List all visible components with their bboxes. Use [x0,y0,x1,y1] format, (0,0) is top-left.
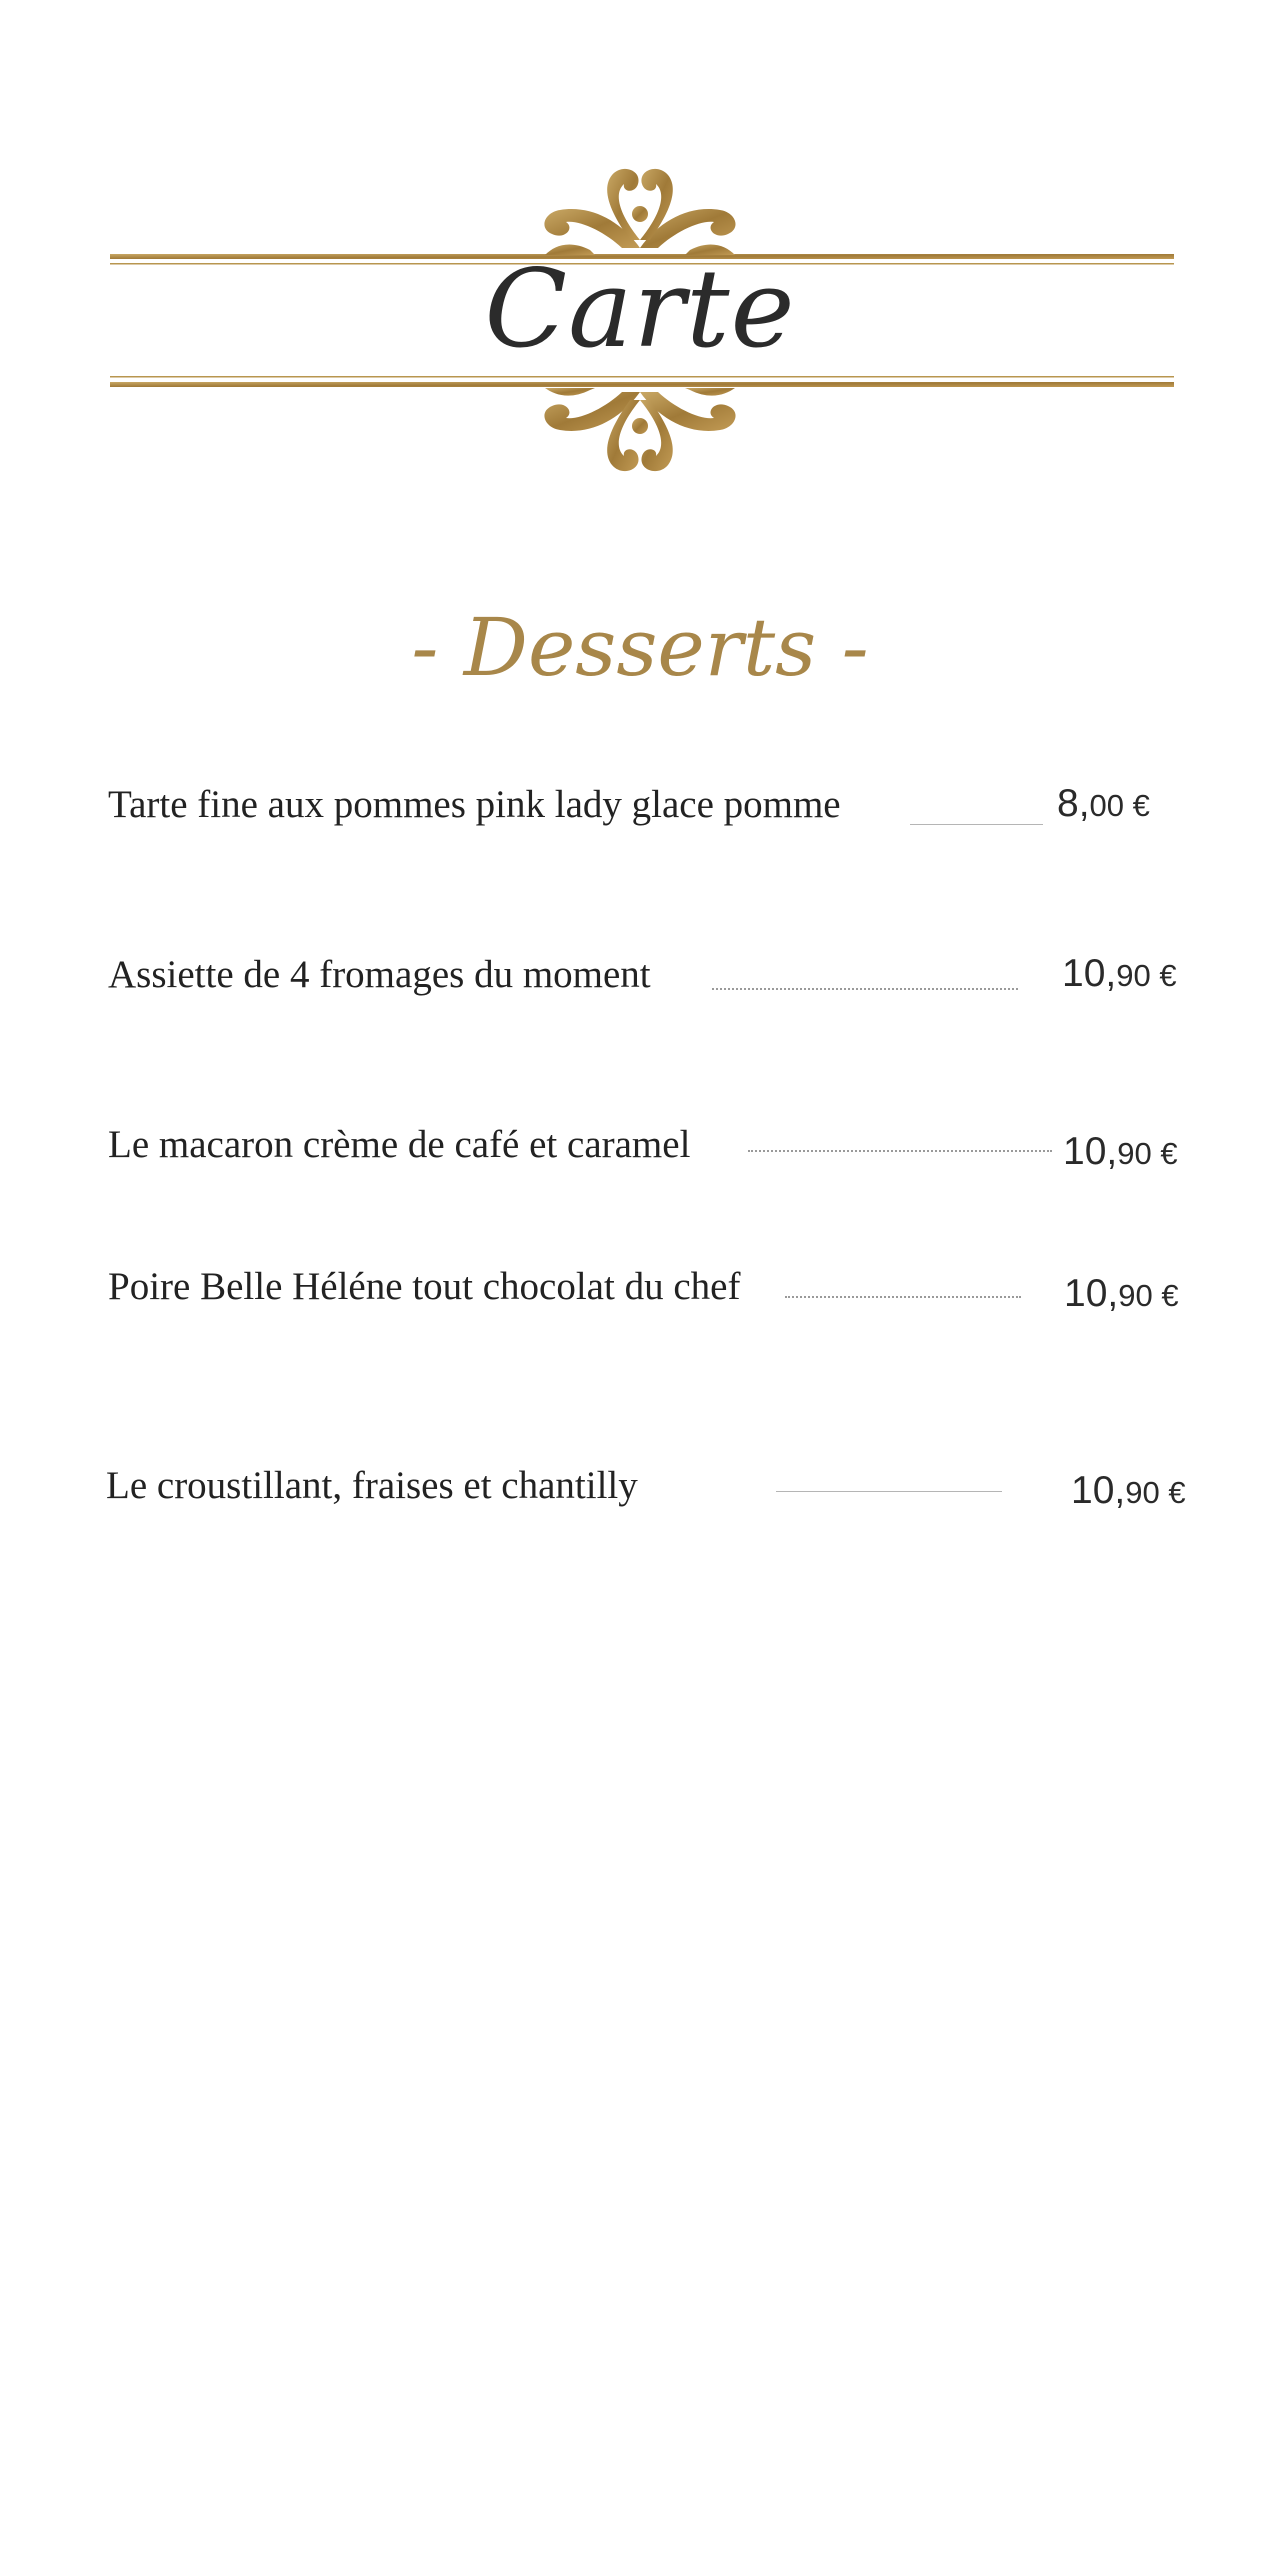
item-price: 8,00 € [1057,782,1150,825]
menu-title: Carte [484,247,796,372]
menu-item [0,1264,1280,1344]
item-price: 10,90 € [1062,952,1177,995]
item-price: 10,90 € [1063,1130,1178,1173]
item-name: Poire Belle Héléne tout chocolat du chef [108,1265,741,1308]
menu-item [0,1463,1280,1543]
bottom-rule-thin [110,376,1174,378]
menu-item [0,782,1280,862]
price-leader [748,1150,1052,1152]
item-name: Assiette de 4 fromages du moment [108,953,651,996]
item-name: Le macaron crème de café et caramel [108,1123,691,1166]
section-title: - Desserts - [411,601,869,694]
bottom-flourish-icon [544,388,735,471]
item-name: Tarte fine aux pommes pink lady glace pomme [108,783,841,826]
menu-header [0,0,1280,520]
item-name: Le croustillant, fraises et chantilly [106,1464,638,1507]
menu-item [0,952,1280,1032]
item-price: 10,90 € [1064,1272,1179,1315]
item-price: 10,90 € [1071,1469,1186,1512]
menu-item [0,1122,1280,1202]
bottom-rule-thick [110,382,1174,387]
top-flourish-icon [544,169,735,255]
price-leader [910,824,1043,825]
price-leader [712,988,1018,990]
price-leader [776,1491,1002,1492]
price-leader [785,1296,1021,1298]
